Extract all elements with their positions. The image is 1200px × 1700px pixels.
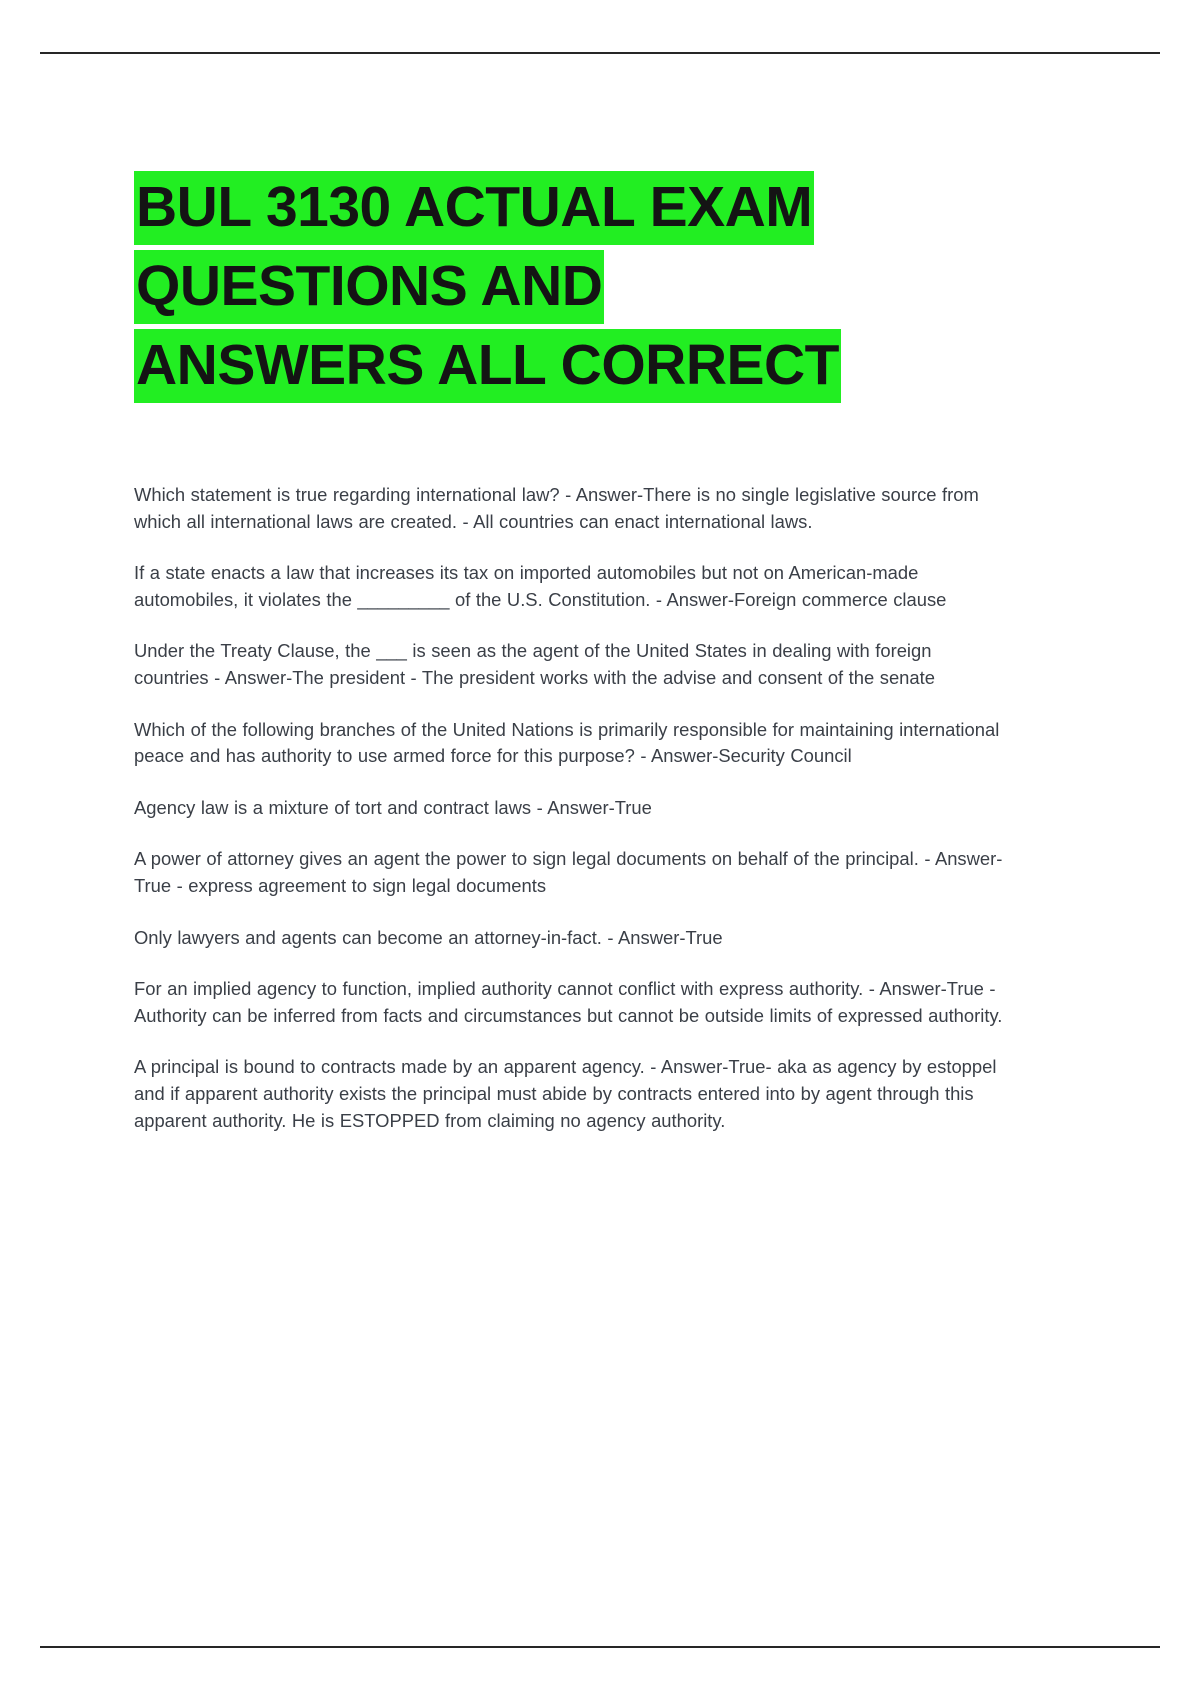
title-line-1 [134,168,1034,247]
document-body [134,482,1006,1134]
title-line-3 [134,326,1034,405]
title-highlight-1: BUL 3130 ACTUAL EXAM [134,171,814,245]
qa-paragraph: Which of the following branches of the United Nations is primarily responsible for maintaining international peace and has authority to use armed force for this purpose? - Answer-Security Council [134,718,1000,767]
qa-paragraph: Only lawyers and agents can become an attorney-in-fact. - Answer-True [134,926,723,948]
qa-paragraph: For an implied agency to function, implied authority cannot conflict with express authority. - Answer-True - Authority can be inferred from facts and circumstances but cannot be outside limits of expressed authority. [134,978,1003,1026]
qa-paragraph: Under the Treaty Clause, the ___ is seen as the agent of the United States in dealing with foreign countries - Answer-The president - The president works with the advise and consent of the senate [134,640,935,688]
page-title [134,168,1034,405]
footer-divider [40,1646,1160,1648]
qa-paragraph: A power of attorney gives an agent the power to sign legal documents on behalf of the principal. - Answer-True - express agreement to sign legal documents [134,848,1003,896]
qa-paragraph: Which statement is true regarding international law? - Answer-There is no single legislative source from which all international laws are created. - All countries can enact international laws. [134,484,979,532]
title-highlight-3: ANSWERS ALL CORRECT [134,329,841,403]
qa-paragraph: Agency law is a mixture of tort and contract laws - Answer-True [134,796,652,818]
qa-paragraph: If a state enacts a law that increases its tax on imported automobiles but not on American-made automobiles, it violates the _________ of the U.S. Constitution. - Answer-Foreign commerce clause [134,562,947,610]
title-highlight-2: QUESTIONS AND [134,250,604,324]
title-line-2 [134,247,1034,326]
qa-paragraph: A principal is bound to contracts made by an apparent agency. - Answer-True- aka as agency by estoppel and if apparent authority exists the principal must abide by contracts entered into by agent through this apparent authority. He is ESTOPPED from claiming no agency authority. [134,1056,997,1131]
header-divider [40,52,1160,54]
